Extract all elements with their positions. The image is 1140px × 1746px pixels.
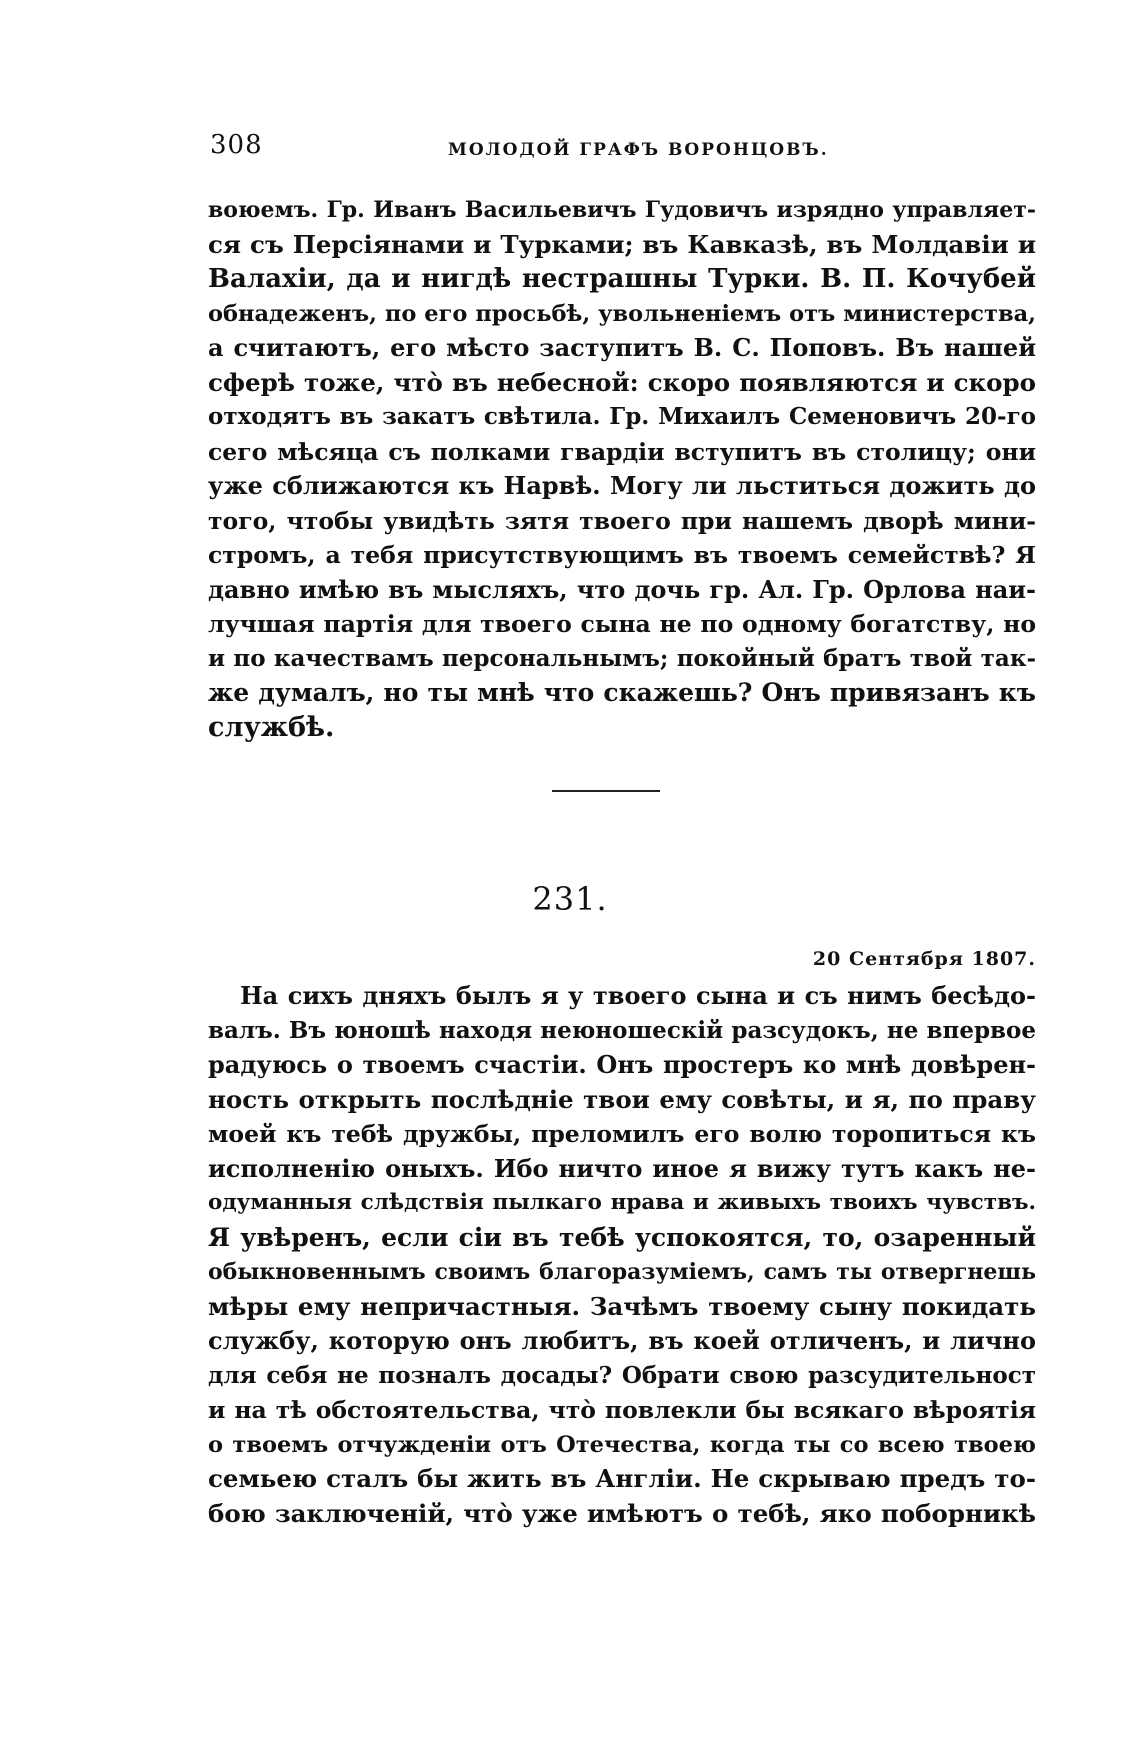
- text-line: моей къ тебѣ дружбы, преломилъ его волю торопиться къ: [208, 1120, 1036, 1148]
- text-line: о твоемъ отчужденіи отъ Отечества, когда ты со всею твоею: [208, 1431, 1036, 1458]
- text-line: а считаютъ, его мѣсто заступитъ В. С. Поповъ. Въ нашей: [208, 333, 1036, 362]
- text-line: мѣры ему непричастныя. Зачѣмъ твоему сыну покидать: [208, 1291, 1036, 1321]
- text-line: отходятъ въ закатъ свѣтила. Гр. Михаилъ Семеновичъ 20-го: [208, 403, 1036, 430]
- letter-date: 20 Сентября 1807.: [812, 948, 1036, 970]
- text-line: для себя не позналъ досады? Обрати свою разсудительност: [208, 1361, 1036, 1389]
- text-line: воюемъ. Гр. Иванъ Васильевичъ Гудовичъ изрядно управляет-: [208, 197, 1036, 223]
- text-line: обнадеженъ, по его просьбѣ, увольненіемъ отъ министерства,: [208, 300, 1036, 327]
- text-line: лучшая партія для твоего сына не по одному богатству, но: [208, 610, 1036, 638]
- section-divider: [552, 790, 660, 792]
- text-line: Валахіи, да и нигдѣ нестрашны Турки. В. П. Кочубей: [208, 264, 1036, 294]
- text-line: стромъ, а тебя присутствующимъ въ твоемъ семействѣ? Я: [208, 541, 1036, 569]
- text-line: службу, которую онъ любитъ, въ коей отличенъ, и лично: [208, 1326, 1036, 1355]
- letter-number: 231.: [532, 880, 608, 918]
- text-line: Я увѣренъ, если сіи въ тебѣ успокоятся, то, озаренный: [208, 1222, 1036, 1252]
- text-line: давно имѣю въ мысляхъ, что дочь гр. Ал. Гр. Орлова наи-: [208, 574, 1036, 604]
- text-line: ся съ Персіянами и Турками; въ Кавказѣ, въ Молдавіи и: [208, 229, 1036, 259]
- text-line: сферѣ тоже, чтò въ небесной: скоро появляются и скоро: [208, 367, 1036, 397]
- text-line: радуюсь о твоемъ счастіи. Онъ простеръ ко мнѣ довѣрен-: [208, 1050, 1036, 1079]
- text-line: же думалъ, но ты мнѣ что скажешь? Онъ привязанъ къ: [208, 678, 1036, 707]
- text-line: семьею сталъ бы жить въ Англіи. Не скрываю предъ то-: [208, 1464, 1036, 1493]
- text-line: уже сближаются къ Нарвѣ. Могу ли льститься дожить до: [208, 471, 1036, 500]
- text-line: ность открыть послѣдніе твои ему совѣты, и я, по праву: [208, 1084, 1036, 1114]
- text-line: и на тѣ обстоятельства, чтò повлекли бы всякаго вѣроятія: [208, 1396, 1036, 1424]
- first-passage: [208, 193, 1036, 745]
- letter-body: [208, 979, 1036, 1531]
- text-line: бою заключеній, чтò уже имѣютъ о тебѣ, яко поборникѣ: [208, 1498, 1036, 1528]
- text-line: и по качествамъ персональнымъ; покойный братъ твой так-: [208, 644, 1036, 672]
- text-line: исполненію оныхъ. Ибо ничто иное я вижу тутъ какъ не-: [208, 1153, 1036, 1183]
- running-head: [210, 130, 1030, 170]
- text-line: одуманныя слѣдствія пылкаго нрава и живыхъ твоихъ чувствъ.: [208, 1190, 1036, 1215]
- text-line: обыкновеннымъ своимъ благоразуміемъ, самъ ты отвергнешь: [208, 1259, 1036, 1285]
- text-line: На сихъ дняхъ былъ я у твоего сына и съ нимъ бесѣдо-: [240, 981, 1036, 1010]
- running-title: МОЛОДОЙ ГРАФЪ ВОРОНЦОВЪ.: [448, 140, 829, 160]
- page-number: 308: [210, 130, 263, 160]
- text-line: службѣ.: [208, 711, 335, 743]
- text-line: валъ. Въ юношѣ находя неюношескій разсудокъ, не впервое: [208, 1016, 1036, 1044]
- text-line: того, чтобы увидѣть зятя твоего при нашемъ дворѣ мини-: [208, 506, 1036, 535]
- text-line: сего мѣсяца съ полками гвардіи вступитъ въ столицу; они: [208, 437, 1036, 466]
